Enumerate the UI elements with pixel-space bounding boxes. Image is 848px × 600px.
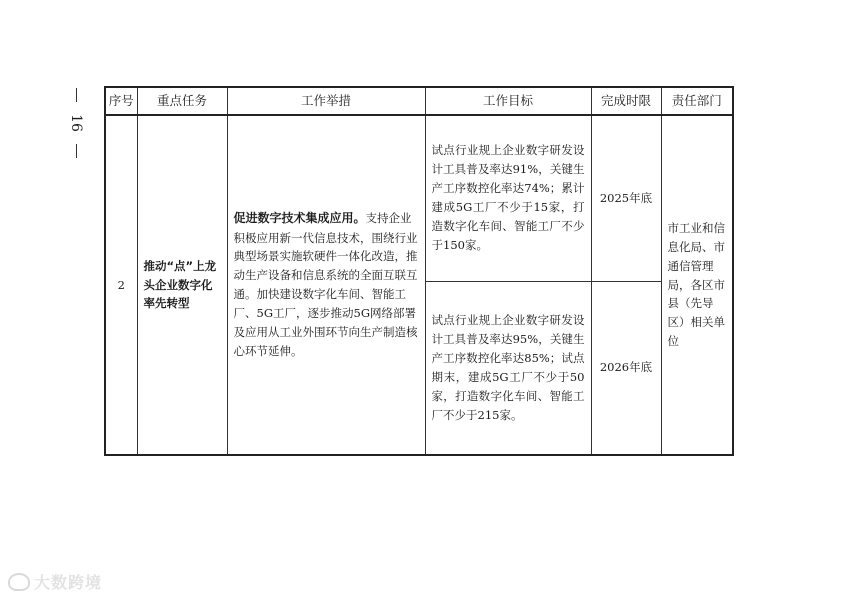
header-measures: 工作举措: [227, 87, 425, 115]
table-header-row: [105, 87, 733, 115]
header-goals: 工作目标: [425, 87, 591, 115]
cell-task: 推动“点”上龙头企业数字化率先转型: [137, 115, 227, 455]
watermark-text: 大数跨境: [34, 573, 103, 592]
cell-deadline-2025: 2025年底: [591, 115, 661, 281]
watermark-logo-icon: [8, 573, 30, 591]
cell-department: 市工业和信息化局、市通信管理局，各区市县（先导区）相关单位: [661, 115, 733, 455]
header-task: 重点任务: [137, 87, 227, 115]
watermark: [8, 570, 102, 593]
table-row: [105, 115, 733, 281]
measures-lead: 促进数字技术集成应用。: [233, 210, 366, 225]
cell-goal-2026: 试点行业规上企业数字研发设计工具普及率达95%，关键生产工序数控化率达85%；试点期末，建成5G工厂不少于50家，打造数字化车间、智能工厂不少于215家。: [425, 281, 591, 455]
cell-deadline-2026: 2026年底: [591, 281, 661, 455]
header-department: 责任部门: [661, 87, 733, 115]
page-number: [58, 88, 94, 158]
cell-measures: [227, 115, 425, 455]
cell-seq: 2: [105, 115, 137, 455]
measures-body: 支持企业积极应用新一代信息技术，围绕行业典型场景实施软硬件一体化改造，推动生产设备和信息系统的全面互联互通。加快建设数字化车间、智能工厂、5G工厂，逐步推动5G网络部署及应用从工业外围环节向生产制造核心环节延伸。: [233, 210, 418, 359]
task-table: [104, 86, 734, 456]
page-number-text: 16: [67, 114, 84, 132]
cell-goal-2025: 试点行业规上企业数字研发设计工具普及率达91%，关键生产工序数控化率达74%；累计建成5G工厂不少于15家，打造数字化车间、智能工厂不少于150家。: [425, 115, 591, 281]
page-number-dash-top: [76, 88, 77, 102]
header-seq: 序号: [105, 87, 137, 115]
header-deadline: 完成时限: [591, 87, 661, 115]
page-number-dash-bottom: [76, 144, 77, 158]
